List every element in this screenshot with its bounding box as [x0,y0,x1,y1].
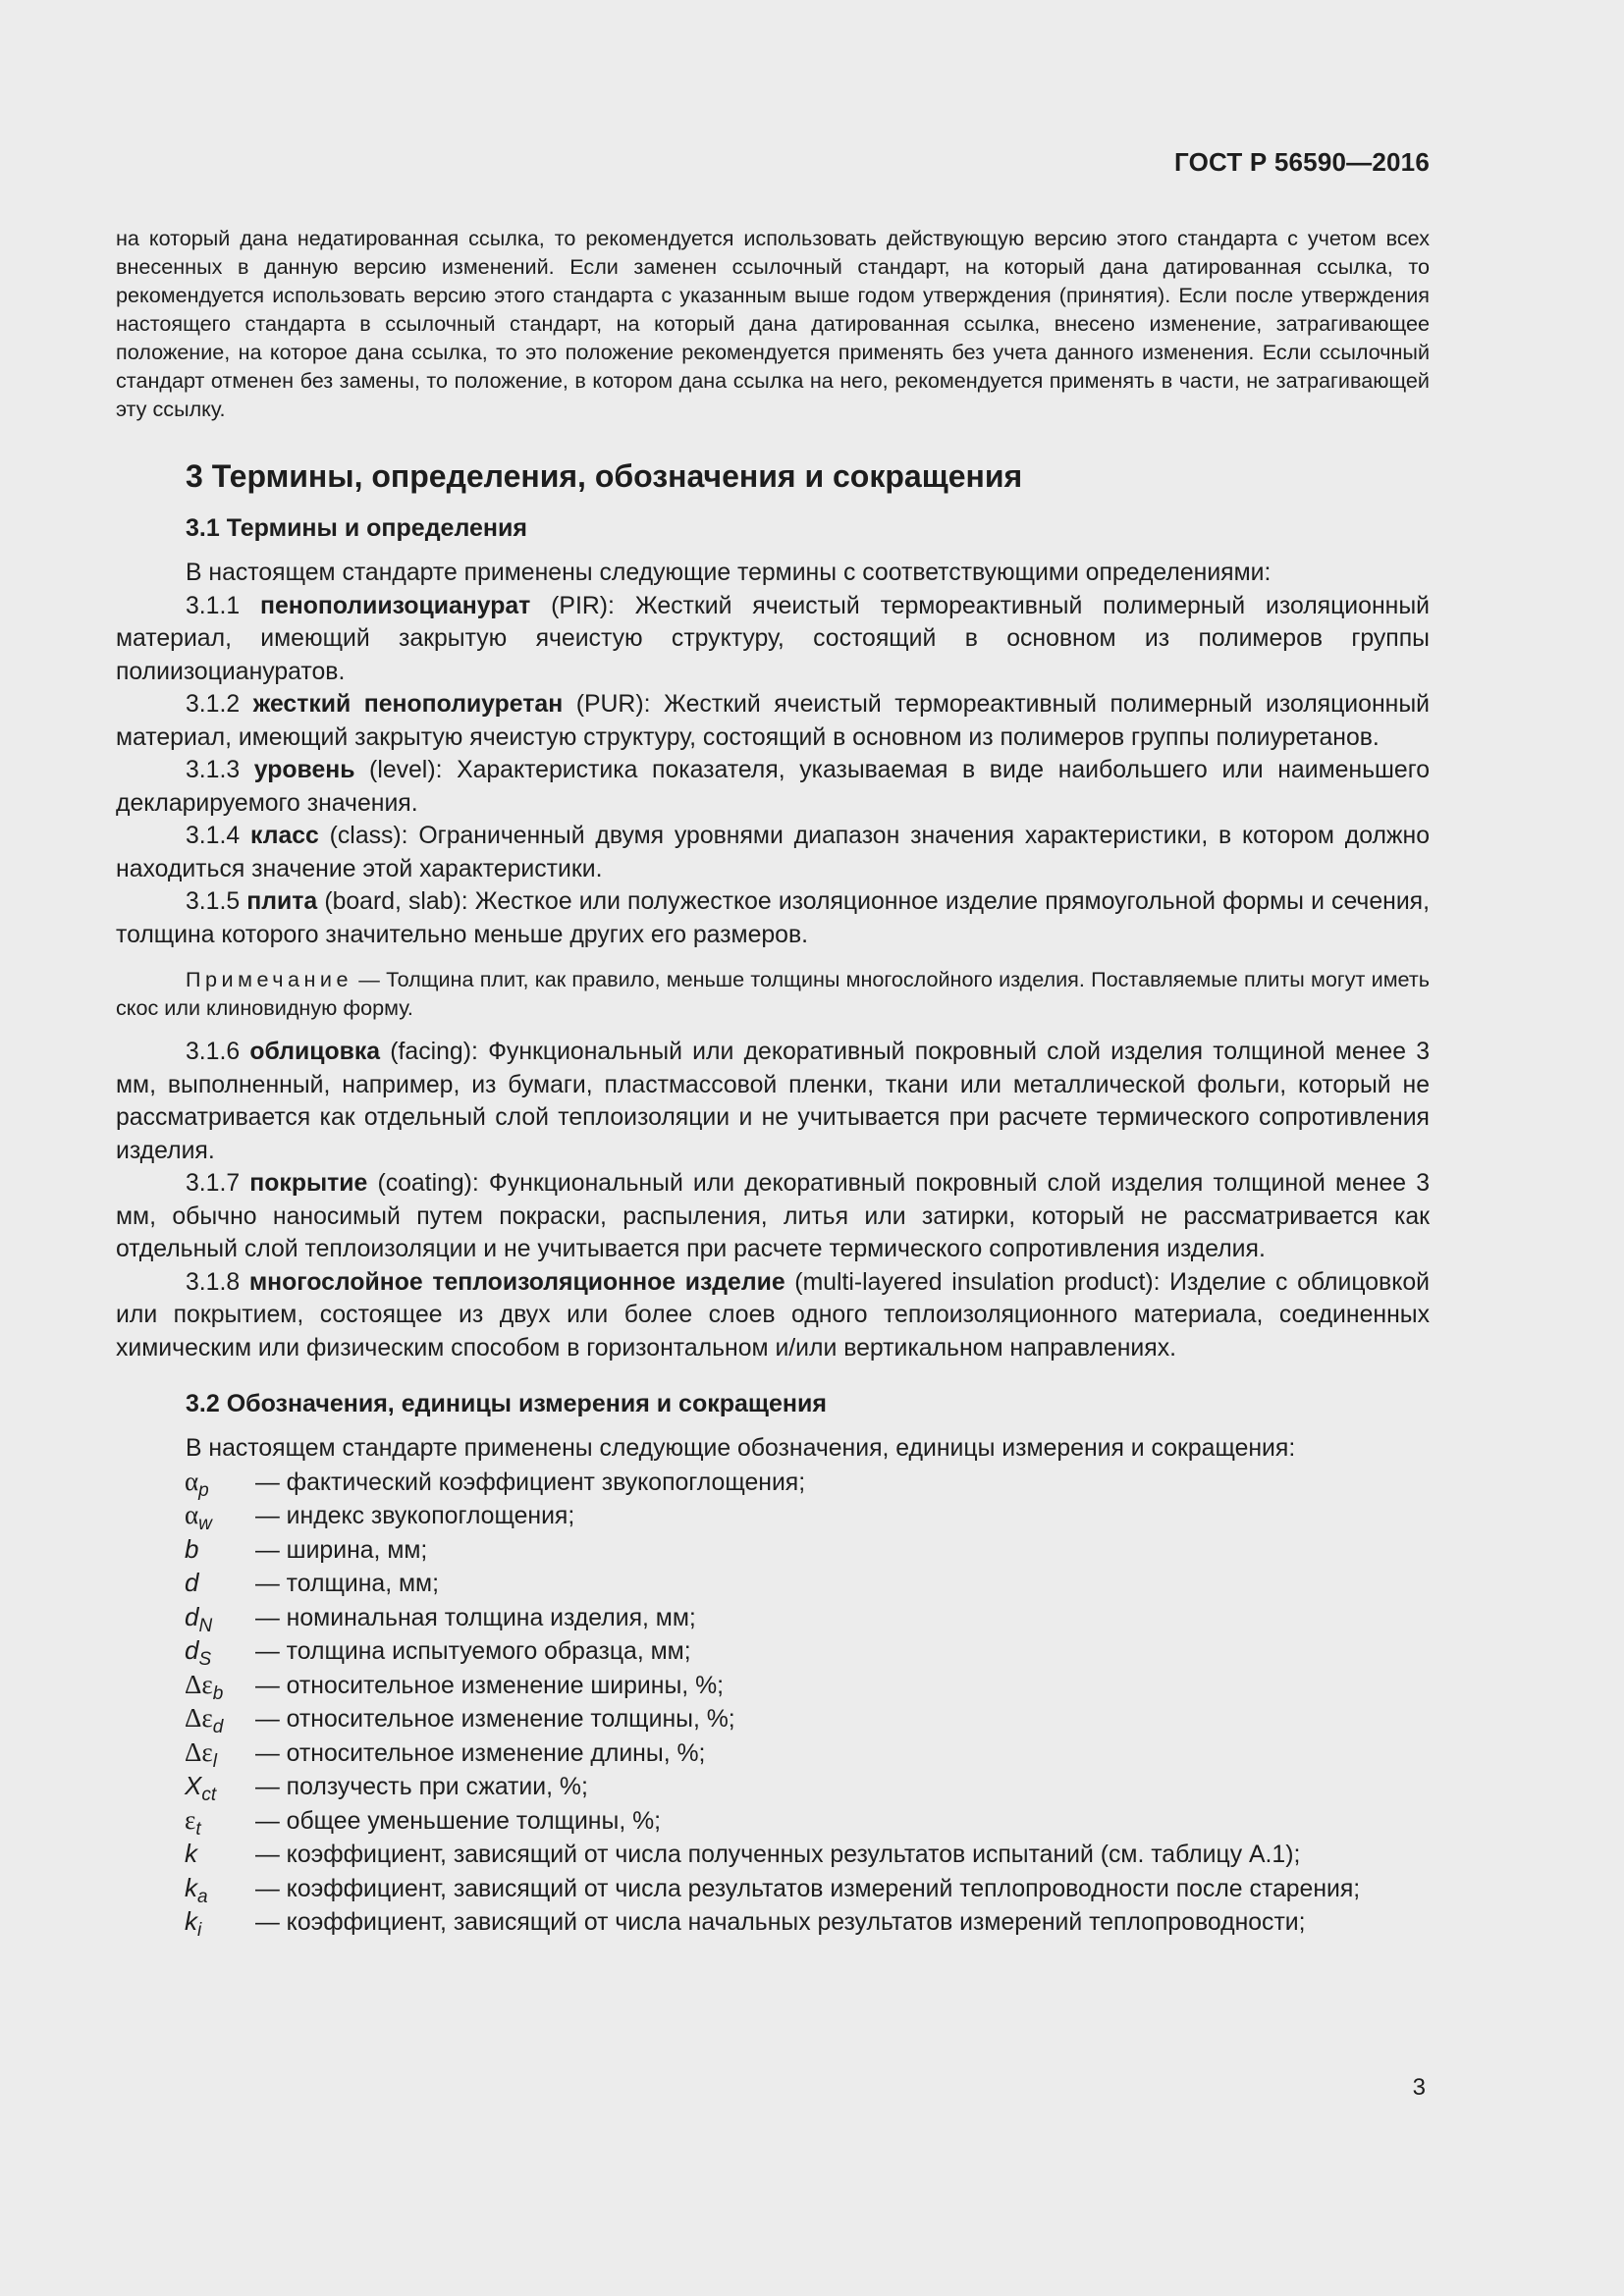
symbols-list [116,1466,1430,1940]
symbol: b [185,1533,199,1564]
symbol-definition: — фактический коэффициент звукопоглощения; [255,1468,806,1496]
term-name: покрытие [249,1170,368,1197]
symbol-row [116,1533,1430,1568]
symbol-definition: — номинальная толщина изделия, мм; [255,1604,696,1631]
symbol-definition: — общее уменьшение толщины, %; [255,1807,662,1835]
section-3-2-title: 3.2 Обозначения, единицы измерения и сокращения [186,1390,827,1417]
page-number: 3 [1412,2074,1426,2101]
symbol-definition: — индекс звукопоглощения; [255,1503,575,1529]
term-name: класс [249,823,319,849]
symbol-definition: — относительное изменение ширины, %; [255,1672,725,1699]
symbol-row [116,1736,1430,1771]
term-name: облицовка [249,1039,381,1065]
symbol: $\Delta\varepsilon_d$ [185,1703,224,1737]
symbol-definition: — ширина, мм; [255,1536,428,1564]
symbol-definition: — коэффициент, зависящий от числа начальных результатов измерений теплопроводности; [255,1909,1306,1936]
symbol: $\Delta\varepsilon_l$ [185,1736,217,1772]
symbol: $\varepsilon_t$ [185,1804,201,1840]
term-3-1-2: 3.1.2 жесткий пенополиуретан (PUR): Жесткий ячеистый термореактивный полимерный изоляционный материал, имеющий закрытую ячеистую структуру, состоящий в основном из полимеров группы полиуретанов. [116,691,1431,751]
symbol-row [116,1872,1430,1906]
term-3-1-6: 3.1.6 облицовка (facing): Функциональный или декоративный покровный слой изделия толщиной менее 3 мм, выполненный, например, из бумаги, пластмассовой пленки, ткани или металлической фольги, который не рассматривается как отдельный слой теплоизоляции и не учитывается при расчете термического сопротивления изделия. [116,1039,1430,1164]
section-3-2-lead: В настоящем стандарте применены следующие обозначения, единицы измерения и сокращения: [186,1435,1296,1462]
note-label: Примечание [186,967,352,991]
symbol-row [116,1770,1430,1804]
term-name: многослойное теплоизоляционное изделие [248,1268,785,1296]
symbol: $X_{ct}$ [185,1771,217,1805]
note-paragraph: Примечание — Толщина плит, как правило, меньше толщины многослойного изделия. Поставляемые плиты могут иметь скос или клиновидную форму. [116,967,1430,1020]
page-content [116,224,1430,1940]
symbol: $d_S$ [185,1635,212,1670]
symbol-definition: — коэффициент, зависящий от числа полученных результатов испытаний (см. таблицу А.1); [255,1842,1301,1868]
term-3-1-4: 3.1.4 класс (class): Ограниченный двумя уровнями диапазон значения характеристики, в котором должно находиться значение этой характеристики. [116,823,1430,882]
symbol-row [116,1905,1430,1940]
section-3-1-lead: В настоящем стандарте применены следующие термины с соответствующими определениями: [186,560,1272,586]
term-name: пенополиизоцианурат [260,592,531,619]
symbol: d [185,1568,199,1597]
symbol-row [116,1499,1430,1533]
term-3-1-1: 3.1.1 пенополиизоцианурат (PIR): Жесткий ячеистый термореактивный полимерный изоляционный материал, имеющий закрытую ячеистую структуру, состоящий в основном из полимеров группы полиизоциануратов. [116,592,1431,685]
symbol-row [116,1466,1430,1500]
symbol-row [116,1702,1430,1736]
symbol-definition: — относительное изменение длины, %; [255,1739,706,1767]
symbol: $k_i$ [185,1906,202,1941]
symbol-definition: — толщина, мм; [255,1571,439,1597]
symbol-definition: — ползучесть при сжатии, %; [255,1774,588,1800]
symbol-row [116,1838,1430,1872]
symbol-row [116,1804,1430,1839]
section-3-1-title: 3.1 Термины и определения [186,514,527,542]
term-name: плита [246,888,318,915]
intro-paragraph: на который дана недатированная ссылка, то рекомендуется использовать действующую версию этого стандарта с учетом всех внесенных в данную версию изменений. Если заменен ссылочный стандарт, на который дана датированная ссылка, то рекомендуется использовать версию этого стандарта с указанным выше годом утверждения (принятия). Если после утверждения настоящего стандарта в ссылочный стандарт, на который дана датированная ссылка, внесено изменение, затрагивающее положение, на которое дана ссылка, то это положение рекомендуется применять без учета данного изменения. Если ссылочный стандарт отменен без замены, то положение, в котором дана ссылка на него, рекомендуется применять в части, не затрагивающей эту ссылку. [116,226,1430,421]
symbol-row [116,1601,1430,1635]
section-3-title: 3 Термины, определения, обозначения и сокращения [186,458,1023,494]
term-3-1-7: 3.1.7 покрытие (coating): Функциональный или декоративный покровный слой изделия толщиной менее 3 мм, обычно наносимый путем покраски, распыления, литья или затирки, который не рассматривается как отдельный слой теплоизоляции и не учитывается при расчете термического сопротивления изделия. [116,1170,1431,1262]
symbol-row [116,1567,1430,1601]
term-3-1-5: 3.1.5 плита (board, slab): Жесткое или полужесткое изоляционное изделие прямоугольной формы и сечения, толщина которого значительно меньше других его размеров. [116,888,1430,948]
symbol-row [116,1669,1430,1703]
term-name: жесткий пенополиуретан [252,691,564,718]
symbol-definition: — коэффициент, зависящий от числа результатов измерений теплопроводности после старения; [255,1875,1361,1902]
term-name: уровень [253,757,355,783]
term-3-1-8: 3.1.8 многослойное теплоизоляционное изделие (multi-layered insulation product): Изделие с облицовкой или покрытием, состоящее из двух или более слоев одного теплоизоляционного материала, соединенных химическим или физическим способом в горизонтальном и/или вертикальном направлениях. [116,1268,1430,1362]
standard-code-header: ГОСТ Р 56590—2016 [1174,147,1430,177]
symbol: k [185,1839,197,1868]
symbol-row [116,1634,1430,1669]
symbol-definition: — относительное изменение толщины, %; [255,1706,735,1733]
symbol: $d_N$ [185,1601,213,1636]
symbol-definition: — толщина испытуемого образца, мм; [255,1638,691,1665]
term-3-1-3: 3.1.3 уровень (level): Характеристика показателя, указываемая в виде наибольшего или наименьшего декларируемого значения. [116,757,1430,817]
symbol: $\alpha_p$ [185,1466,209,1501]
symbol: $\alpha_w$ [185,1500,212,1534]
symbol: $k_a$ [185,1872,208,1907]
symbol: $\Delta\varepsilon_b$ [185,1669,224,1704]
